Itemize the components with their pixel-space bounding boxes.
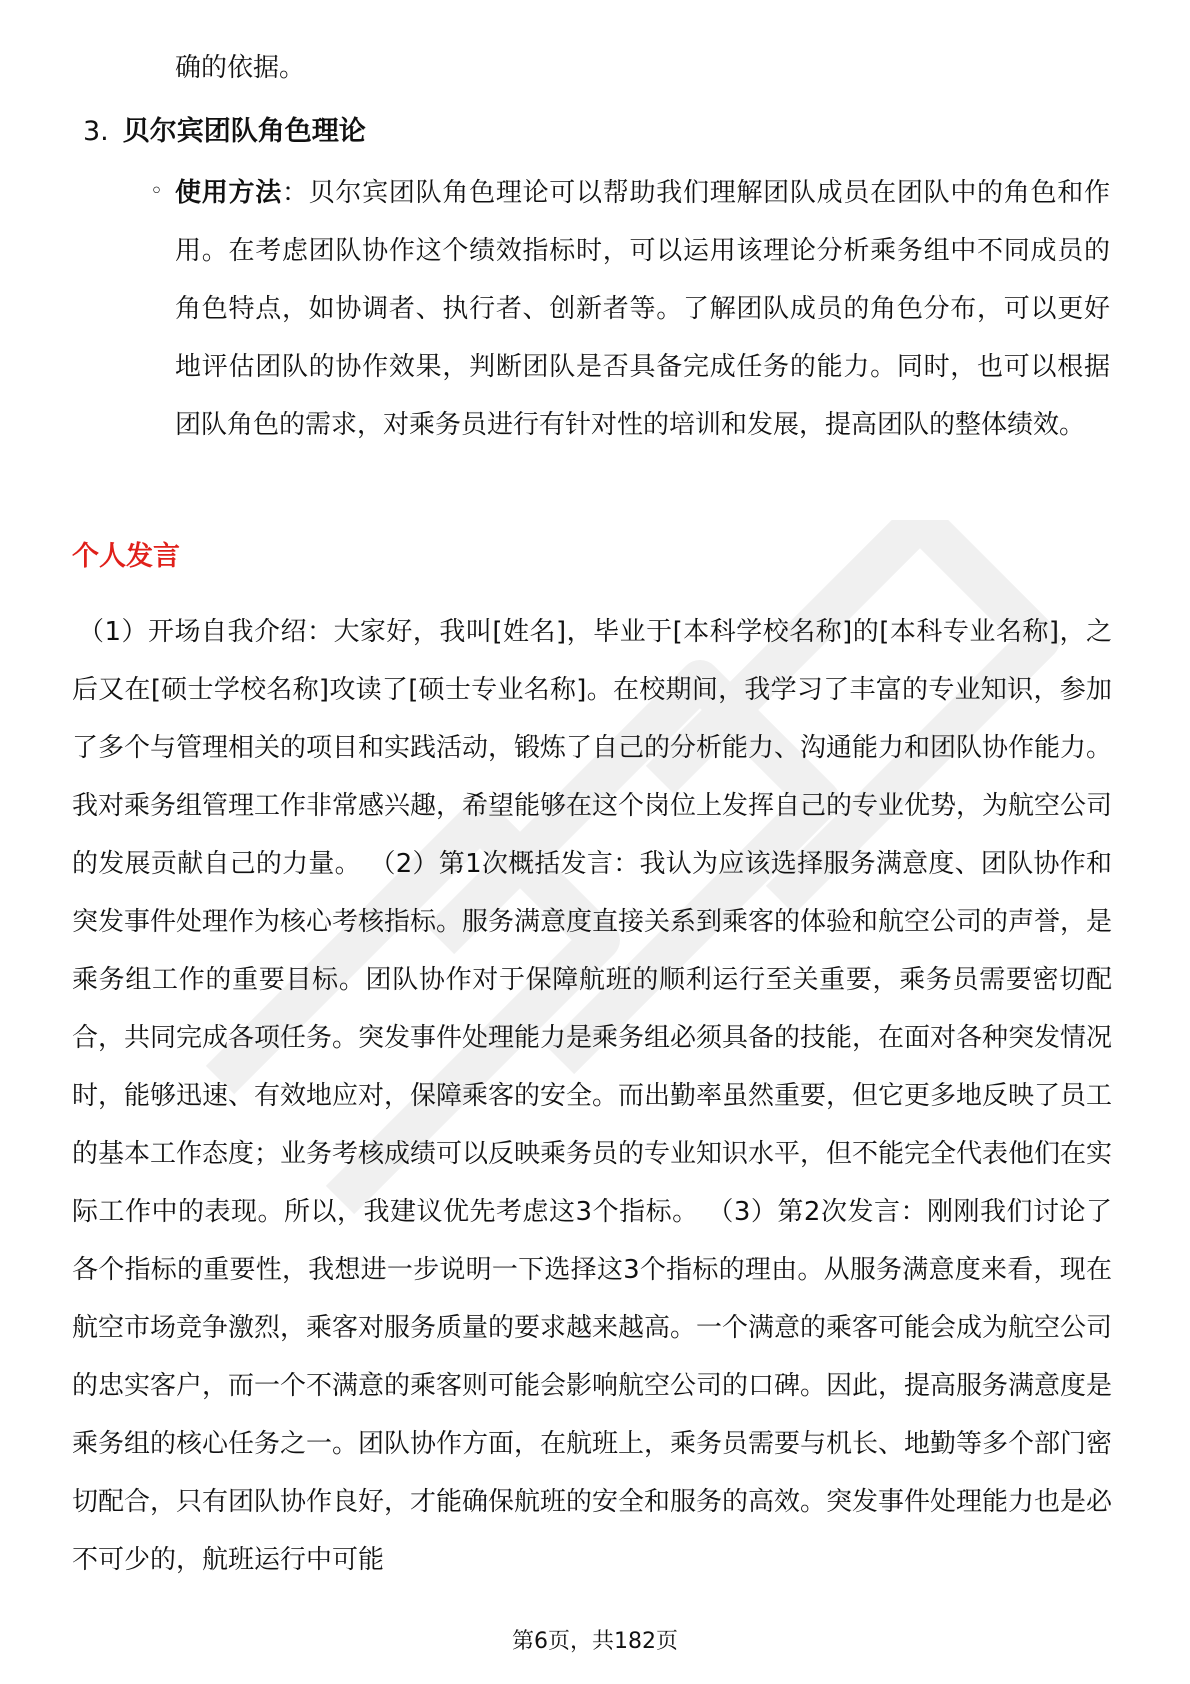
sub-list-item [150,164,1110,454]
body-paragraph: （1）开场自我介绍：大家好，我叫[姓名]，毕业于[本科学校名称]的[本科专业名称]，之后又在[硕士学校名称]攻读了[硕士专业名称]。在校期间，我学习了丰富的专业知识，参加了多个与管理相关的项目和实践活动，锻炼了自己的分析能力、沟通能力和团队协作能力。我对乘务组管理工作非常感兴趣，希望能够在这个岗位上发挥自己的专业优势，为航空公司的发展贡献自己的力量。 （2）第1次概括发言：我认为应该选择服务满意度、团队协作和突发事件处理作为核心考核指标。服务满意度直接关系到乘客的体验和航空公司的声誉，是乘务组工作的重要目标。团队协作对于保障航班的顺利运行至关重要，乘务员需要密切配合，共同完成各项任务。突发事件处理能力是乘务组必须具备的技能，在面对各种突发情况时，能够迅速、有效地应对，保障乘客的安全。而出勤率虽然重要，但它更多地反映了员工的基本工作态度；业务考核成绩可以反映乘务员的专业知识水平，但不能完全代表他们在实际工作中的表现。所以，我建议优先考虑这3个指标。 （3）第2次发言：刚刚我们讨论了各个指标的重要性，我想进一步说明一下选择这3个指标的理由。从服务满意度来看，现在航空市场竞争激烈，乘客对服务质量的要求越来越高。一个满意的乘客可能会成为航空公司的忠实客户，而一个不满意的乘客则可能会影响航空公司的口碑。因此，提高服务满意度是乘务组的核心任务之一。团队协作方面，在航班上，乘务员需要与机长、地勤等多个部门密切配合，只有团队协作良好，才能确保航班的安全和服务的高效。突发事件处理能力也是必不可少的，航班运行中可能 [72,617,1113,1575]
usage-body: ：贝尔宾团队角色理论可以帮助我们理解团队成员在团队中的角色和作用。在考虑团队协作这个绩效指标时，可以运用该理论分析乘务组中不同成员的角色特点，如协调者、执行者、创新者等。了解团队成员的角色分布，可以更好地评估团队的协作效果，判断团队是否具备完成任务的能力。同时，也可以根据团队角色的需求，对乘务员进行有针对性的培训和发展，提高团队的整体绩效。 [175,178,1110,440]
section-heading: 个人发言 [72,541,180,572]
continuation-text: 确的依据。 [175,53,306,83]
list-number: 3. [83,116,109,147]
list-item-heading [83,112,366,152]
list-item-title: 贝尔宾团队角色理论 [122,116,366,147]
page-number-footer: 第6页，共182页 [512,1629,678,1654]
hollow-bullet-icon: ◦ [150,179,163,204]
usage-label: 使用方法 [175,178,282,208]
sub-list-text [175,164,1110,454]
